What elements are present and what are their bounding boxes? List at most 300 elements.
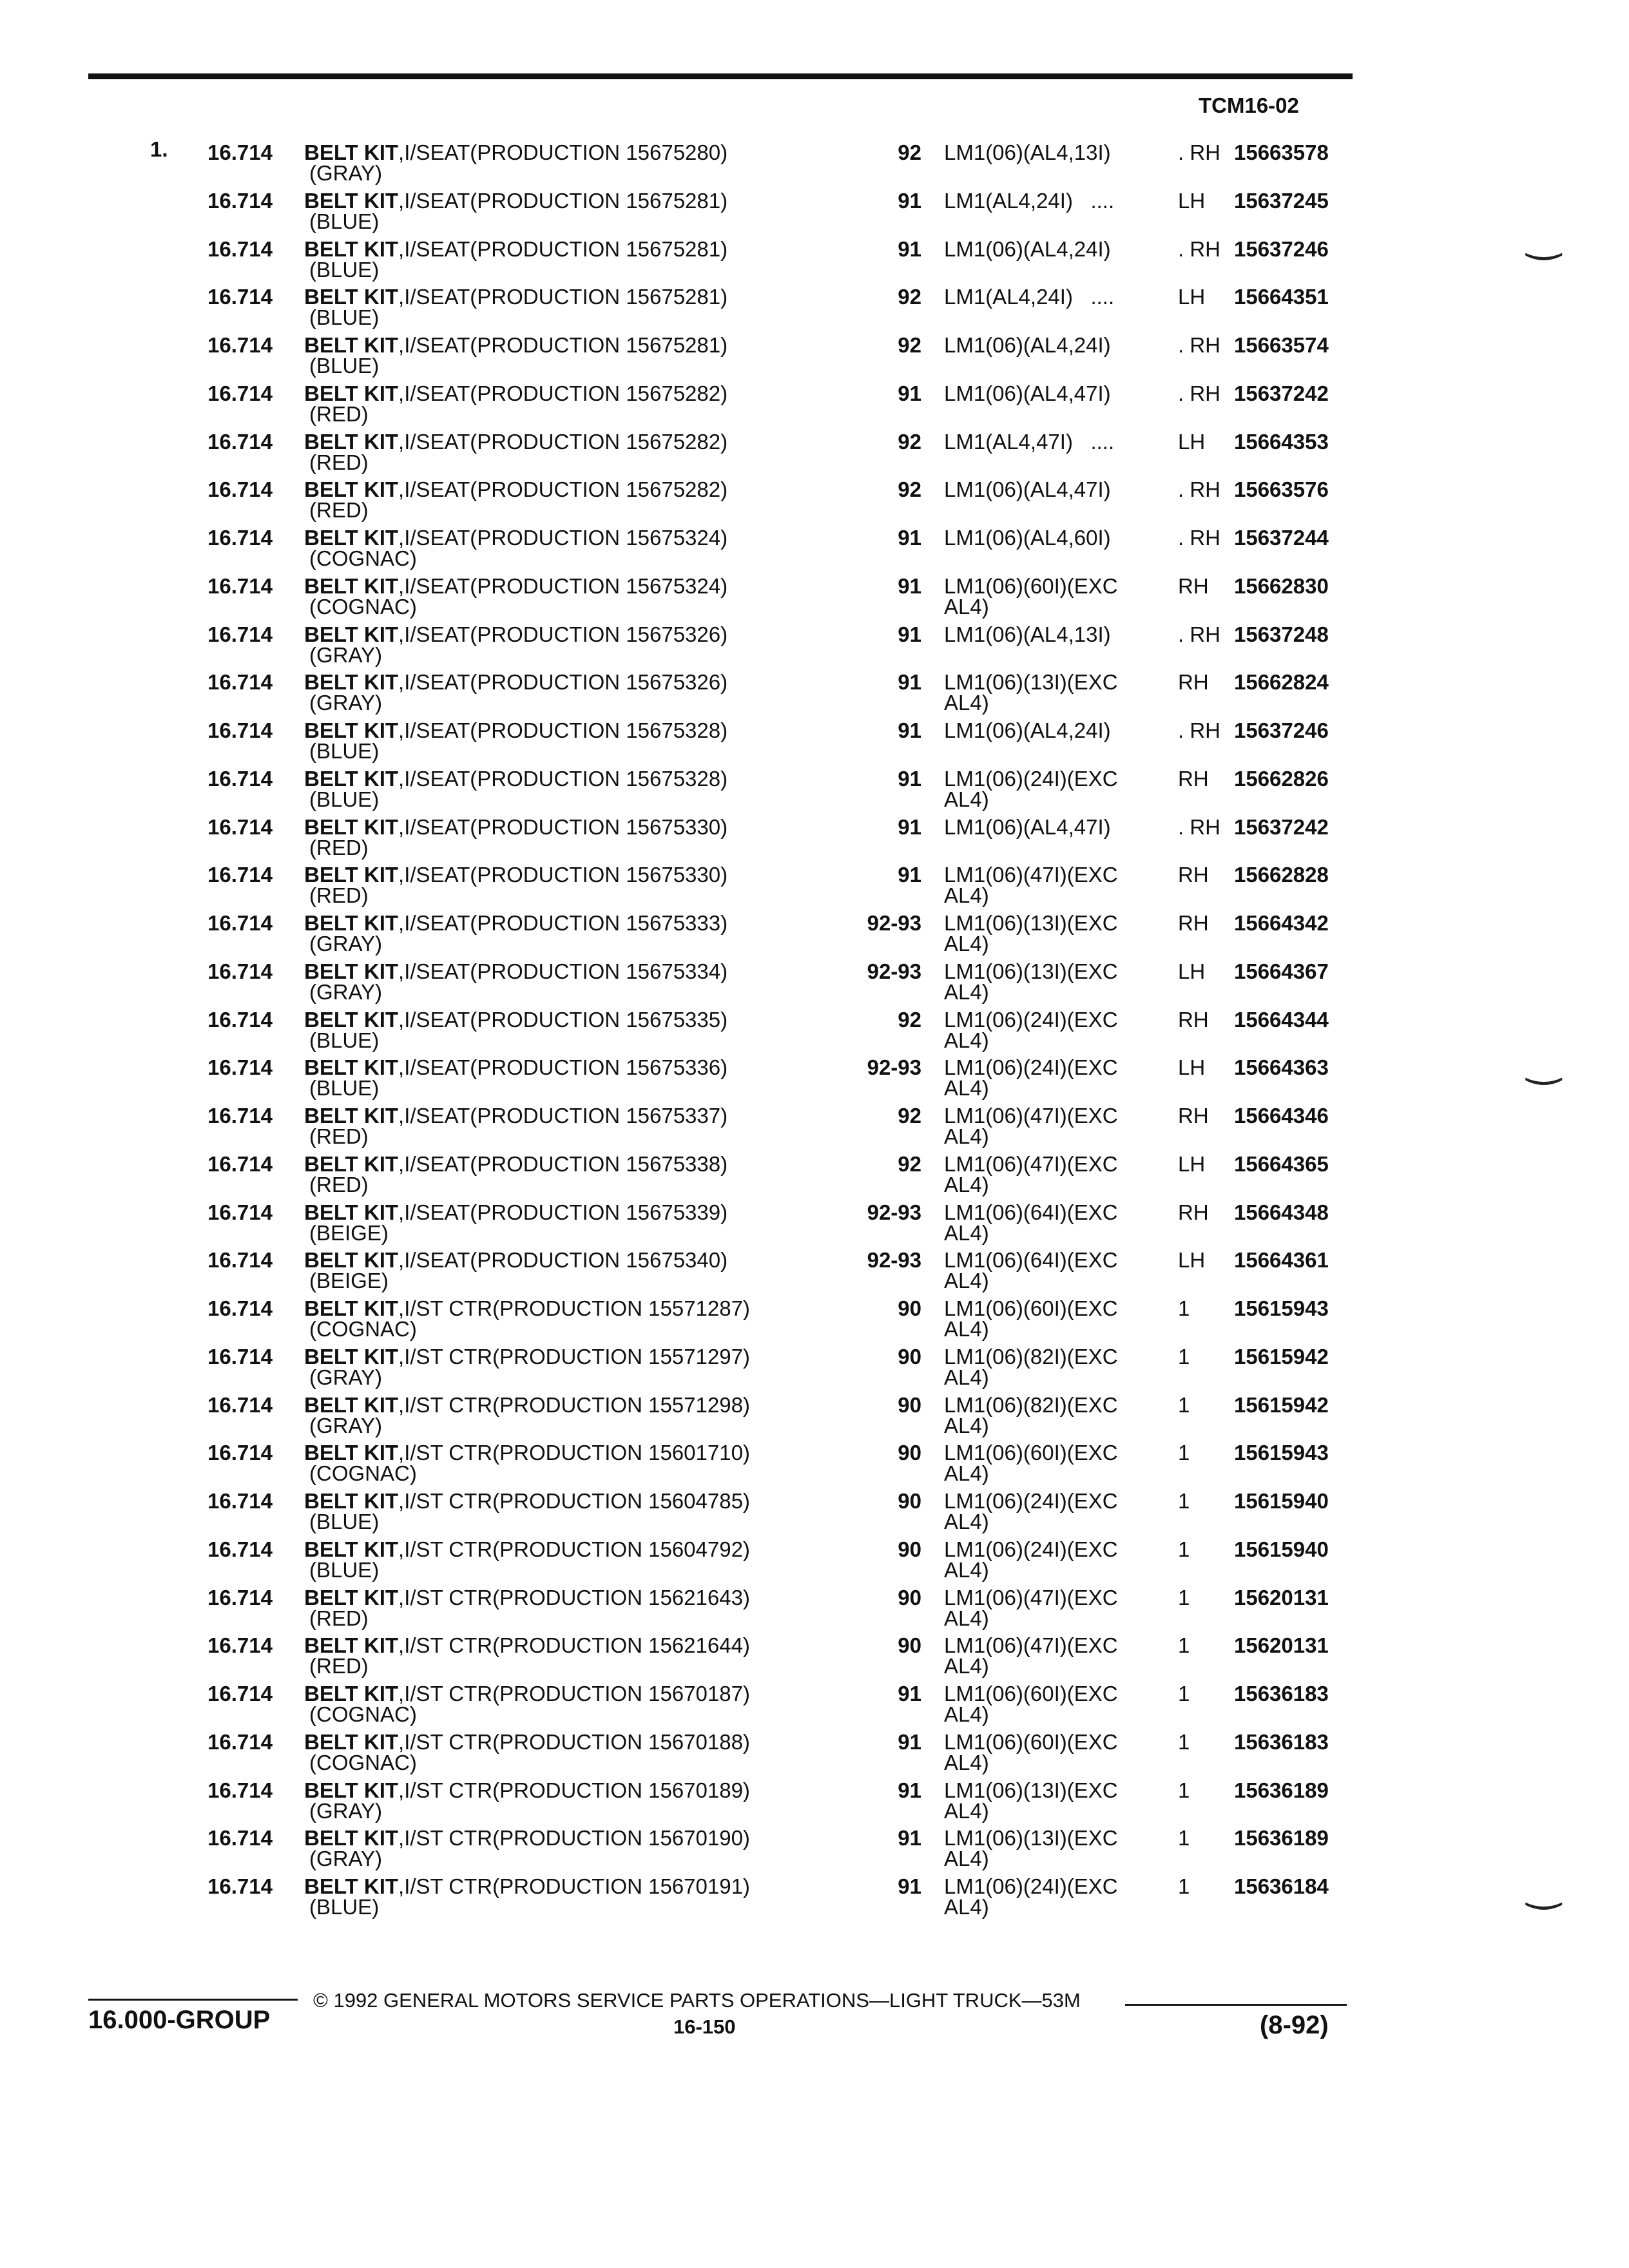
table-row: [0, 378, 1629, 427]
table-row: [0, 1245, 1629, 1293]
group-number: 16.714: [207, 1344, 273, 1369]
item-label: BELT KIT: [304, 622, 399, 646]
item-detail: ,I/SEAT(PRODUCTION 15675281): [398, 285, 728, 309]
model-year: 91: [898, 1729, 921, 1754]
item-detail: ,I/SEAT(PRODUCTION 15675333): [398, 911, 728, 935]
item-color: (GRAY): [309, 1365, 383, 1389]
model-code-cont: AL4): [944, 1606, 989, 1630]
model-code-cont: AL4): [944, 932, 989, 956]
table-row: [0, 764, 1629, 812]
side-qty: LH: [1178, 285, 1206, 309]
item-color: (COGNAC): [309, 1461, 417, 1486]
table-row: [0, 619, 1629, 668]
model-code: LM1(06)(AL4,47I): [944, 381, 1111, 405]
item-label: BELT KIT: [304, 429, 399, 454]
item-detail: ,I/SEAT(PRODUCTION 15675330): [398, 863, 728, 887]
table-row: [0, 1630, 1629, 1678]
item-label: BELT KIT: [304, 911, 399, 935]
model-year: 90: [898, 1633, 921, 1658]
table-row: [0, 234, 1629, 282]
model-code: LM1(06)(47I)(EXC: [944, 1585, 1118, 1610]
group-number: 16.714: [207, 1248, 273, 1273]
table-row: [0, 1727, 1629, 1775]
model-code: LM1(06)(AL4,24I): [944, 333, 1111, 357]
table-row: [0, 1775, 1629, 1823]
item-color: (RED): [309, 401, 369, 426]
item-label: BELT KIT: [304, 670, 399, 695]
item-detail: ,I/SEAT(PRODUCTION 15675282): [398, 381, 728, 405]
group-number: 16.714: [207, 670, 273, 695]
model-year: 91: [898, 718, 921, 742]
table-row: [0, 1341, 1629, 1390]
model-year: 91: [898, 1778, 921, 1802]
item-label: BELT KIT: [304, 1441, 399, 1465]
description: [304, 1586, 750, 1610]
group-number: 16.714: [207, 1874, 273, 1898]
table-row: [0, 282, 1629, 330]
part-number: 15620131: [1234, 1633, 1329, 1658]
item-color: (GRAY): [309, 1847, 383, 1871]
part-number: 15662830: [1234, 573, 1329, 598]
side-qty: 1: [1178, 1392, 1190, 1417]
model-code: LM1(06)(60I)(EXC: [944, 1729, 1118, 1754]
item-color: (RED): [309, 1606, 369, 1630]
item-detail: ,I/ST CTR(PRODUCTION 15621644): [398, 1633, 750, 1658]
description: [304, 1634, 750, 1657]
group-number: 16.714: [207, 1296, 273, 1320]
item-detail: ,I/ST CTR(PRODUCTION 15670188): [398, 1729, 750, 1754]
model-code-cont: AL4): [944, 1847, 989, 1871]
model-code-cont: AL4): [944, 1557, 989, 1582]
side-qty: 1: [1178, 1826, 1190, 1850]
model-year: 91: [898, 622, 921, 646]
footer-date: (8-92): [1260, 2011, 1329, 2039]
model-year: 90: [898, 1489, 921, 1513]
model-code: LM1(AL4,24I) ....: [944, 188, 1115, 213]
item-label: BELT KIT: [304, 1729, 399, 1754]
item-color: (RED): [309, 1654, 369, 1678]
item-color: (BLUE): [309, 1028, 380, 1052]
item-detail: ,I/SEAT(PRODUCTION 15675280): [398, 140, 728, 164]
side-qty: 1: [1178, 1874, 1190, 1898]
side-qty: RH: [1178, 1200, 1209, 1224]
table-row: [0, 812, 1629, 860]
model-code: LM1(06)(24I)(EXC: [944, 1874, 1118, 1898]
item-color: (BLUE): [309, 354, 380, 378]
item-label: BELT KIT: [304, 1392, 399, 1417]
part-number: 15663574: [1234, 333, 1329, 357]
model-code: LM1(06)(AL4,60I): [944, 526, 1111, 550]
group-number: 16.714: [207, 285, 273, 309]
group-number: 16.714: [207, 1489, 273, 1513]
table-row: [0, 1390, 1629, 1438]
section-code: TCM16-02: [1199, 93, 1299, 117]
item-detail: ,I/SEAT(PRODUCTION 15675339): [398, 1200, 728, 1224]
item-detail: ,I/SEAT(PRODUCTION 15675281): [398, 236, 728, 261]
model-code: LM1(06)(60I)(EXC: [944, 1682, 1118, 1706]
group-number: 16.714: [207, 1778, 273, 1802]
model-code: LM1(06)(13I)(EXC: [944, 911, 1118, 935]
part-number: 15663576: [1234, 477, 1329, 502]
side-qty: LH: [1178, 1248, 1206, 1273]
model-code-cont: AL4): [944, 1798, 989, 1823]
model-code-cont: AL4): [944, 1895, 989, 1919]
model-year: 91: [898, 863, 921, 887]
item-detail: ,I/SEAT(PRODUCTION 15675324): [398, 573, 728, 598]
side-qty: 1: [1178, 1441, 1190, 1465]
item-detail: ,I/ST CTR(PRODUCTION 15670191): [398, 1874, 750, 1898]
model-code: LM1(06)(AL4,47I): [944, 814, 1111, 839]
model-year: 91: [898, 670, 921, 695]
part-number: 15636184: [1234, 1874, 1329, 1898]
item-label: BELT KIT: [304, 1007, 399, 1032]
model-year: 92-93: [867, 1248, 921, 1273]
item-color: (GRAY): [309, 1798, 383, 1823]
model-code-cont: AL4): [944, 1461, 989, 1486]
item-color: (RED): [309, 498, 369, 523]
side-qty: RH: [1178, 863, 1209, 887]
item-label: BELT KIT: [304, 1296, 399, 1320]
model-year: 91: [898, 573, 921, 598]
group-number: 16.714: [207, 333, 273, 357]
item-detail: ,I/SEAT(PRODUCTION 15675330): [398, 814, 728, 839]
group-number: 16.714: [207, 1633, 273, 1658]
table-row: [0, 1582, 1629, 1631]
side-qty: . RH: [1178, 814, 1220, 839]
item-color: (BLUE): [309, 1510, 380, 1533]
part-number: 15664353: [1234, 429, 1329, 454]
model-code: LM1(06)(82I)(EXC: [944, 1392, 1118, 1417]
item-label: BELT KIT: [304, 1633, 399, 1658]
part-number: 15615942: [1234, 1344, 1329, 1369]
model-code-cont: AL4): [944, 1269, 989, 1293]
model-code: LM1(06)(24I)(EXC: [944, 1537, 1118, 1561]
group-number: 16.714: [207, 188, 273, 213]
top-rule: [88, 73, 1353, 79]
table-row: [0, 860, 1629, 908]
footer-rule-right: [1125, 2004, 1347, 2006]
model-code: LM1(06)(24I)(EXC: [944, 766, 1118, 791]
part-number: 15615940: [1234, 1489, 1329, 1513]
part-number: 15662824: [1234, 670, 1329, 695]
item-color: (COGNAC): [309, 546, 417, 570]
item-label: BELT KIT: [304, 140, 399, 164]
model-year: 92: [898, 477, 921, 502]
group-number: 16.714: [207, 140, 273, 164]
part-number: 15664348: [1234, 1200, 1329, 1224]
model-year: 92-93: [867, 1055, 921, 1080]
model-code: LM1(06)(47I)(EXC: [944, 863, 1118, 887]
side-qty: RH: [1178, 670, 1209, 695]
table-row: [0, 1823, 1629, 1871]
footer-copyright: © 1992 GENERAL MOTORS SERVICE PARTS OPERATIONS—LIGHT TRUCK—53M: [313, 1989, 1081, 2012]
part-number: 15637242: [1234, 381, 1329, 405]
group-number: 16.714: [207, 1104, 273, 1128]
side-qty: . RH: [1178, 622, 1220, 646]
group-number: 16.714: [207, 1007, 273, 1032]
part-number: 15663578: [1234, 140, 1329, 164]
table-row: [0, 908, 1629, 956]
item-label: BELT KIT: [304, 333, 399, 357]
group-number: 16.714: [207, 429, 273, 454]
side-qty: RH: [1178, 1104, 1209, 1128]
item-color: (BEIGE): [309, 1269, 389, 1293]
item-detail: ,I/SEAT(PRODUCTION 15675328): [398, 766, 728, 791]
part-number: 15615942: [1234, 1392, 1329, 1417]
side-qty: LH: [1178, 1055, 1206, 1080]
item-label: BELT KIT: [304, 285, 399, 309]
side-qty: RH: [1178, 1007, 1209, 1032]
item-color: (BLUE): [309, 305, 380, 330]
model-year: 90: [898, 1585, 921, 1610]
item-detail: ,I/SEAT(PRODUCTION 15675324): [398, 526, 728, 550]
margin-mark: ‿: [1527, 1038, 1561, 1084]
model-code: LM1(06)(AL4,24I): [944, 718, 1111, 742]
part-number: 15615943: [1234, 1296, 1329, 1320]
group-number: 16.714: [207, 1441, 273, 1465]
part-number: 15636189: [1234, 1826, 1329, 1850]
model-year: 92: [898, 1007, 921, 1032]
group-number: 16.714: [207, 236, 273, 261]
item-label: BELT KIT: [304, 1248, 399, 1273]
item-detail: ,I/SEAT(PRODUCTION 15675340): [398, 1248, 728, 1273]
model-year: 92: [898, 1151, 921, 1176]
table-row: [0, 571, 1629, 619]
side-qty: LH: [1178, 429, 1206, 454]
part-number: 15637245: [1234, 188, 1329, 213]
item-detail: ,I/ST CTR(PRODUCTION 15670190): [398, 1826, 750, 1850]
item-detail: ,I/ST CTR(PRODUCTION 15601710): [398, 1441, 750, 1465]
group-number: 16.714: [207, 1151, 273, 1176]
side-qty: 1: [1178, 1633, 1190, 1658]
model-year: 91: [898, 1874, 921, 1898]
model-code: LM1(06)(13I)(EXC: [944, 959, 1118, 983]
group-number: 16.714: [207, 477, 273, 502]
model-code: LM1(06)(64I)(EXC: [944, 1248, 1118, 1273]
group-number: 16.714: [207, 1729, 273, 1754]
part-number: 15664367: [1234, 959, 1329, 983]
item-color: (GRAY): [309, 161, 383, 185]
part-number: 15636183: [1234, 1682, 1329, 1706]
item-label: BELT KIT: [304, 381, 399, 405]
model-year: 90: [898, 1296, 921, 1320]
part-number: 15637244: [1234, 526, 1329, 550]
group-number: 16.714: [207, 766, 273, 791]
part-number: 15664365: [1234, 1151, 1329, 1176]
model-year: 90: [898, 1441, 921, 1465]
item-label: BELT KIT: [304, 1682, 399, 1706]
table-row: [0, 1293, 1629, 1341]
table-row: [0, 427, 1629, 475]
model-code-cont: AL4): [944, 1028, 989, 1052]
item-label: BELT KIT: [304, 959, 399, 983]
model-year: 92-93: [867, 911, 921, 935]
item-detail: ,I/ST CTR(PRODUCTION 15670187): [398, 1682, 750, 1706]
part-number: 15664346: [1234, 1104, 1329, 1128]
group-number: 16.714: [207, 526, 273, 550]
item-color: (BLUE): [309, 1076, 380, 1100]
item-label: BELT KIT: [304, 1537, 399, 1561]
item-label: BELT KIT: [304, 236, 399, 261]
model-code: LM1(06)(47I)(EXC: [944, 1633, 1118, 1658]
part-number: 15637246: [1234, 236, 1329, 261]
item-detail: ,I/SEAT(PRODUCTION 15675328): [398, 718, 728, 742]
model-code: LM1(06)(AL4,47I): [944, 477, 1111, 502]
side-qty: . RH: [1178, 333, 1220, 357]
model-year: 91: [898, 1682, 921, 1706]
model-year: 90: [898, 1344, 921, 1369]
item-label: BELT KIT: [304, 814, 399, 839]
item-label: BELT KIT: [304, 1151, 399, 1176]
model-code: LM1(06)(13I)(EXC: [944, 670, 1118, 695]
side-qty: 1: [1178, 1682, 1190, 1706]
part-number: 15636183: [1234, 1729, 1329, 1754]
model-code-cont: AL4): [944, 1220, 989, 1245]
item-color: (BLUE): [309, 1895, 380, 1919]
model-code: LM1(AL4,47I) ....: [944, 429, 1115, 454]
model-code-cont: AL4): [944, 979, 989, 1004]
page-number: 16-150: [673, 2015, 736, 2038]
part-number: 15664361: [1234, 1248, 1329, 1273]
item-color: (BLUE): [309, 1557, 380, 1582]
item-label: BELT KIT: [304, 1874, 399, 1898]
item-detail: ,I/SEAT(PRODUCTION 15675335): [398, 1007, 728, 1032]
model-code-cont: AL4): [944, 1750, 989, 1774]
model-year: 90: [898, 1392, 921, 1417]
side-qty: RH: [1178, 766, 1209, 791]
item-detail: ,I/SEAT(PRODUCTION 15675282): [398, 477, 728, 502]
item-color: (RED): [309, 883, 369, 908]
table-row: [0, 137, 1629, 186]
item-color: (RED): [309, 835, 369, 860]
model-code-cont: AL4): [944, 1702, 989, 1726]
model-year: 91: [898, 381, 921, 405]
item-color: (COGNAC): [309, 594, 417, 619]
model-code-cont: AL4): [944, 1172, 989, 1196]
model-year: 90: [898, 1537, 921, 1561]
model-year: 91: [898, 188, 921, 213]
part-number: 15664363: [1234, 1055, 1329, 1080]
side-qty: . RH: [1178, 381, 1220, 405]
item-label: BELT KIT: [304, 1104, 399, 1128]
model-year: 92-93: [867, 959, 921, 983]
side-qty: . RH: [1178, 236, 1220, 261]
item-label: BELT KIT: [304, 1778, 399, 1802]
margin-mark: ‿: [1527, 1863, 1561, 1909]
model-code-cont: AL4): [944, 1124, 989, 1148]
table-row: [0, 1871, 1629, 1919]
side-qty: 1: [1178, 1729, 1190, 1754]
item-detail: ,I/SEAT(PRODUCTION 15675334): [398, 959, 728, 983]
item-color: (RED): [309, 1172, 369, 1196]
item-detail: ,I/ST CTR(PRODUCTION 15604785): [398, 1489, 750, 1513]
item-detail: ,I/ST CTR(PRODUCTION 15604792): [398, 1537, 750, 1561]
model-year: 91: [898, 766, 921, 791]
table-row: [0, 956, 1629, 1004]
side-qty: 1: [1178, 1296, 1190, 1320]
model-code: LM1(06)(AL4,13I): [944, 140, 1111, 164]
table-row: [0, 186, 1629, 234]
side-qty: . RH: [1178, 526, 1220, 550]
model-year: 92-93: [867, 1200, 921, 1224]
item-label: BELT KIT: [304, 766, 399, 791]
table-row: [0, 715, 1629, 764]
item-label: BELT KIT: [304, 1055, 399, 1080]
table-row: [0, 1149, 1629, 1197]
table-row: [0, 1678, 1629, 1727]
part-number: 15637246: [1234, 718, 1329, 742]
model-code-cont: AL4): [944, 787, 989, 811]
item-detail: ,I/ST CTR(PRODUCTION 15571287): [398, 1296, 750, 1320]
group-number: 16.714: [207, 863, 273, 887]
table-row: [0, 1534, 1629, 1582]
table-row: [0, 1486, 1629, 1534]
item-label: BELT KIT: [304, 1585, 399, 1610]
side-qty: 1: [1178, 1537, 1190, 1561]
table-row: [0, 1100, 1629, 1149]
model-code-cont: AL4): [944, 1317, 989, 1341]
model-code-cont: AL4): [944, 1510, 989, 1533]
table-row: [0, 523, 1629, 571]
item-color: (BLUE): [309, 787, 380, 811]
model-code-cont: AL4): [944, 1654, 989, 1678]
item-color: (RED): [309, 1124, 369, 1148]
item-label: BELT KIT: [304, 1344, 399, 1369]
model-code: LM1(06)(47I)(EXC: [944, 1104, 1118, 1128]
item-color: (GRAY): [309, 691, 383, 715]
item-color: (COGNAC): [309, 1317, 417, 1341]
group-number: 16.714: [207, 573, 273, 598]
model-year: 92: [898, 429, 921, 454]
model-year: 92: [898, 333, 921, 357]
group-number: 16.714: [207, 1392, 273, 1417]
side-qty: 1: [1178, 1489, 1190, 1513]
side-qty: RH: [1178, 573, 1209, 598]
side-qty: LH: [1178, 959, 1206, 983]
item-label: BELT KIT: [304, 573, 399, 598]
item-color: (COGNAC): [309, 1702, 417, 1726]
item-detail: ,I/ST CTR(PRODUCTION 15571298): [398, 1392, 750, 1417]
group-number: 16.714: [207, 911, 273, 935]
part-number: 15615943: [1234, 1441, 1329, 1465]
item-detail: ,I/SEAT(PRODUCTION 15675282): [398, 429, 728, 454]
item-index: 1.: [150, 137, 168, 161]
group-number: 16.714: [207, 1826, 273, 1850]
group-number: 16.714: [207, 1200, 273, 1224]
part-number: 15664342: [1234, 911, 1329, 935]
item-detail: ,I/SEAT(PRODUCTION 15675338): [398, 1151, 728, 1176]
item-detail: ,I/SEAT(PRODUCTION 15675336): [398, 1055, 728, 1080]
model-code: LM1(06)(AL4,24I): [944, 236, 1111, 261]
part-number: 15664351: [1234, 285, 1329, 309]
model-code: LM1(06)(24I)(EXC: [944, 1055, 1118, 1080]
part-number: 15662826: [1234, 766, 1329, 791]
footer-group: 16.000-GROUP: [88, 2006, 271, 2034]
item-label: BELT KIT: [304, 1200, 399, 1224]
model-code-cont: AL4): [944, 1413, 989, 1437]
model-code: LM1(AL4,24I) ....: [944, 285, 1115, 309]
model-code-cont: AL4): [944, 1365, 989, 1389]
part-number: 15615940: [1234, 1537, 1329, 1561]
model-code-cont: AL4): [944, 1076, 989, 1100]
model-code: LM1(06)(82I)(EXC: [944, 1344, 1118, 1369]
model-year: 91: [898, 814, 921, 839]
model-code: LM1(06)(24I)(EXC: [944, 1007, 1118, 1032]
model-year: 92: [898, 285, 921, 309]
table-row: [0, 330, 1629, 378]
item-label: BELT KIT: [304, 863, 399, 887]
table-row: [0, 1004, 1629, 1053]
